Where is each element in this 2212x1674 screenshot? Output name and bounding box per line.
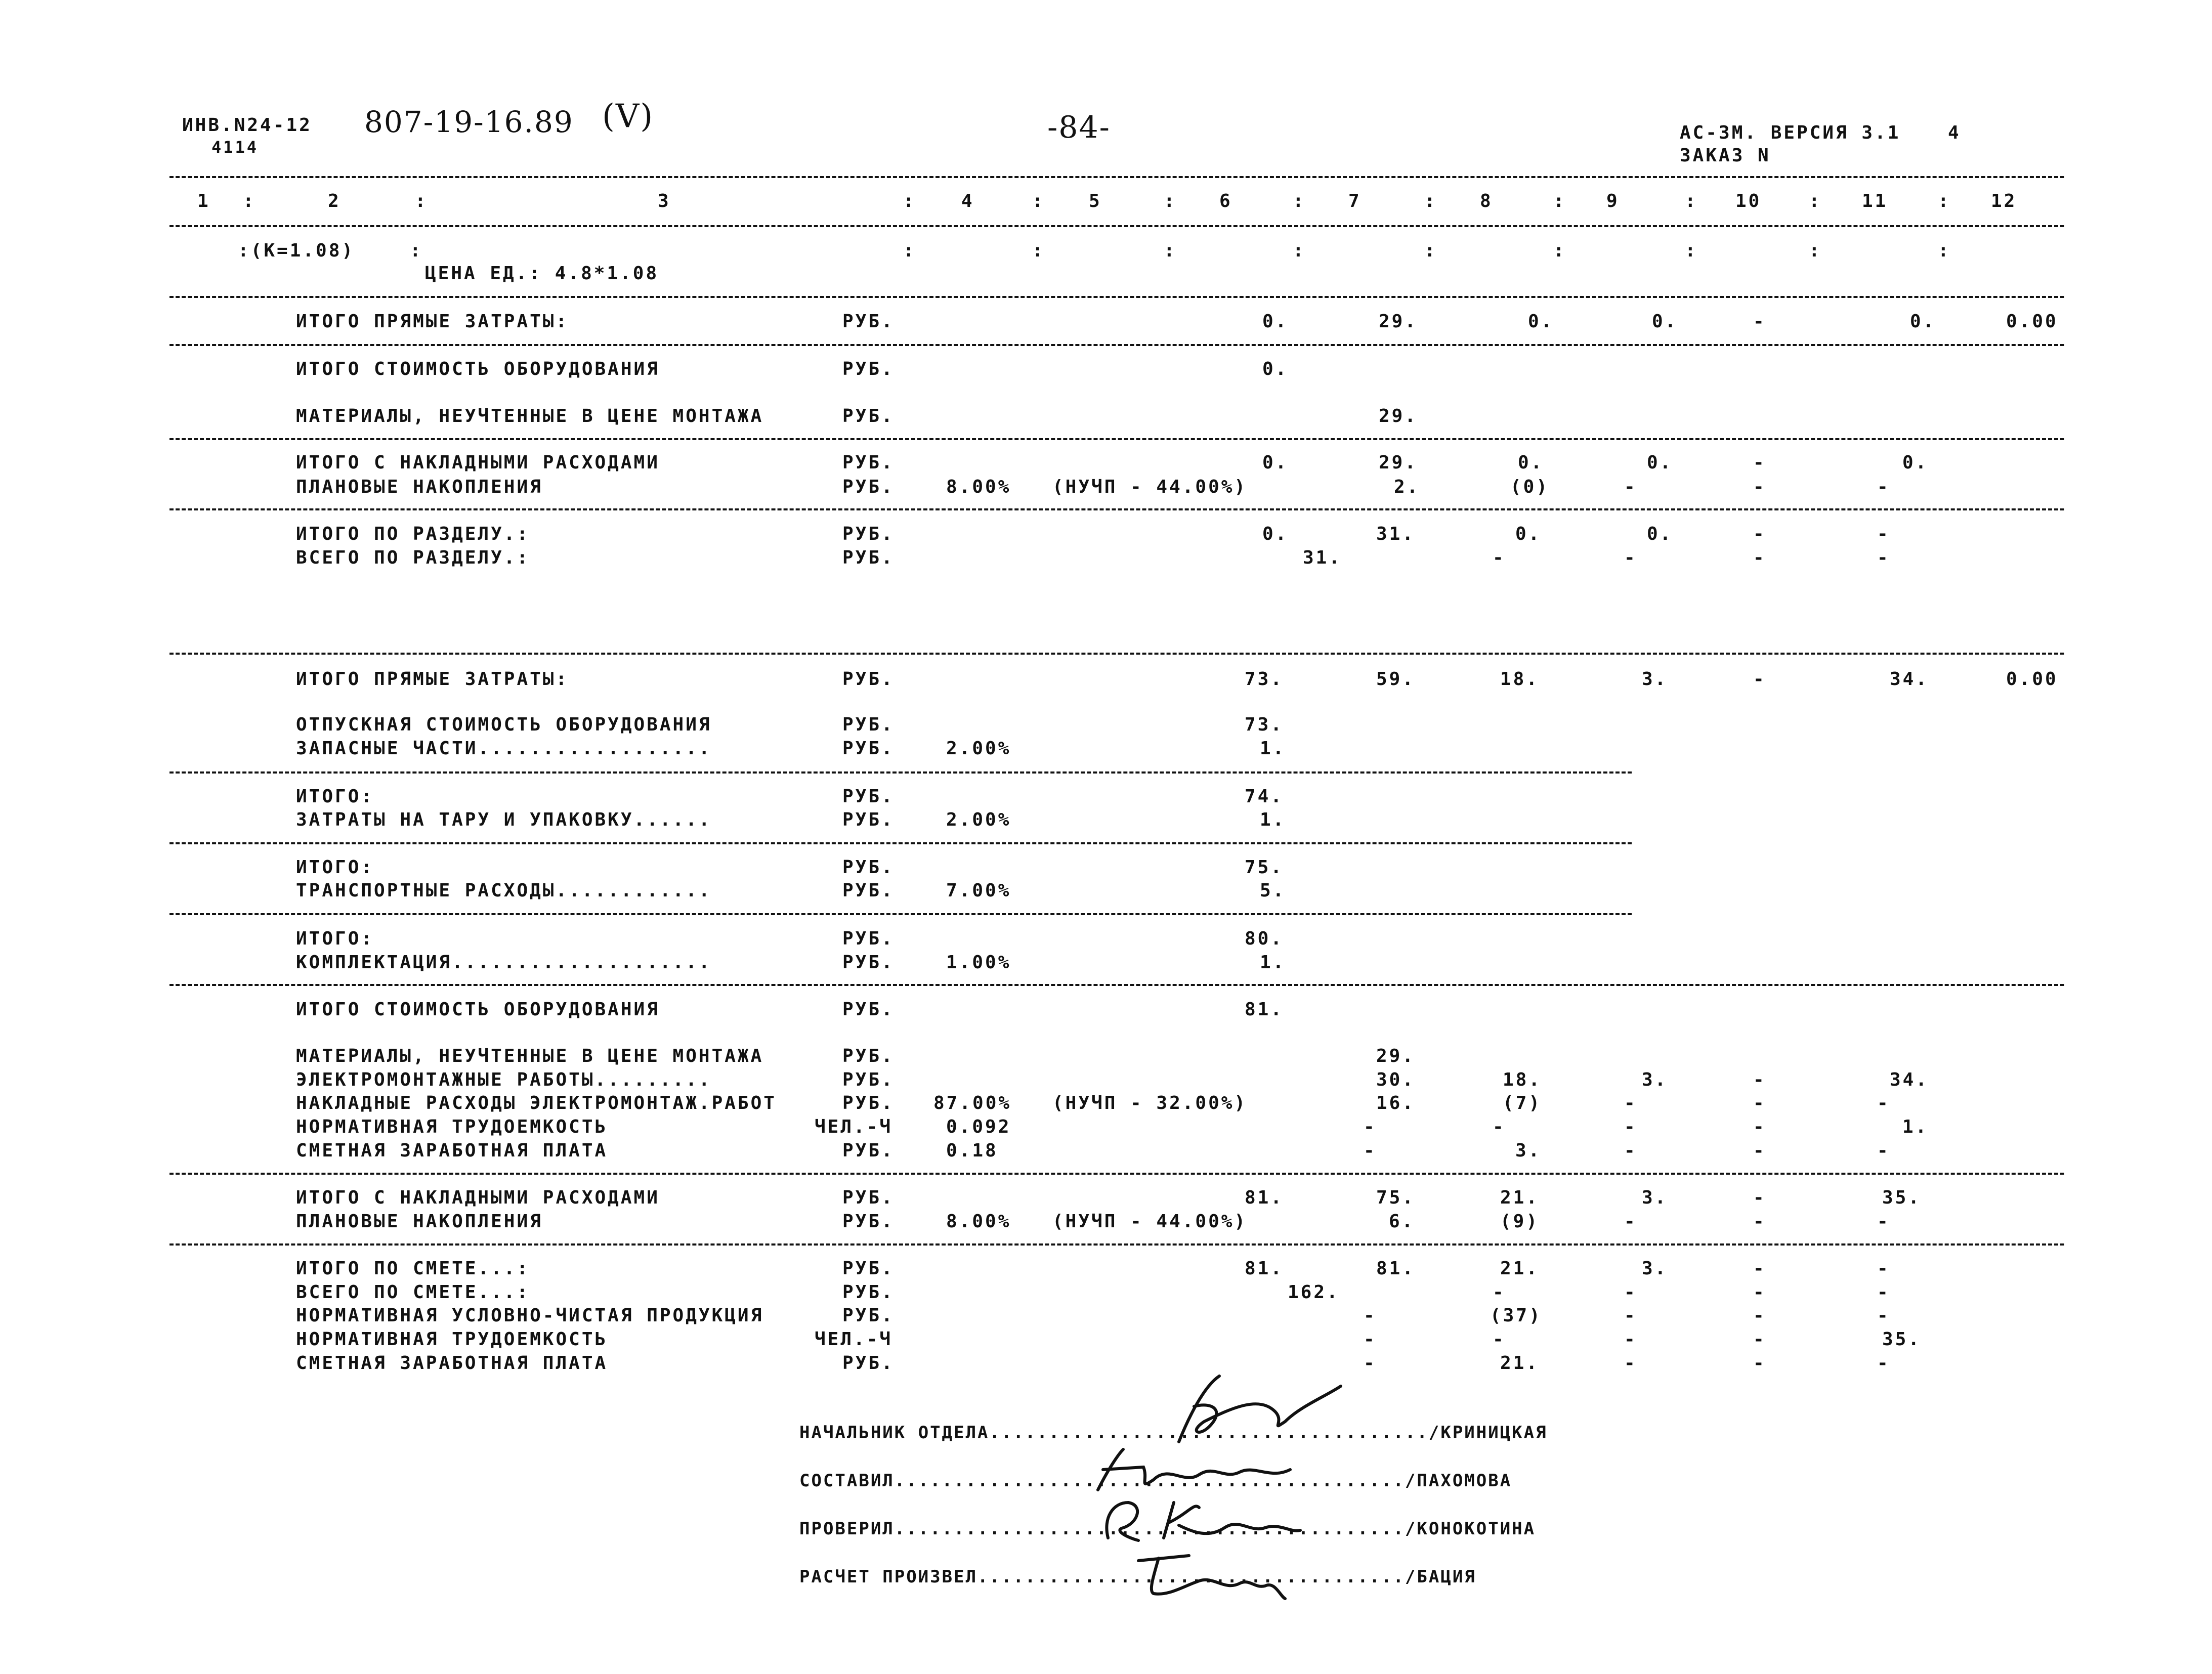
row-label: ТРАНСПОРТНЫЕ РАСХОДЫ............ — [296, 880, 712, 901]
divider — [169, 913, 1632, 915]
row-unit: РУБ. — [842, 1258, 895, 1279]
cell-col7: - — [1364, 1353, 1377, 1373]
cell-col7: 75. — [1376, 1187, 1416, 1208]
cell-col7: - — [1364, 1305, 1377, 1326]
cell-col6: 1. — [1260, 952, 1286, 973]
row-unit: ЧЕЛ.-Ч — [815, 1329, 893, 1350]
row-unit: РУБ. — [842, 311, 895, 332]
column-separator: : — [1553, 191, 1566, 211]
divider — [169, 771, 1632, 774]
row-note: (НУЧП - 44.00%) — [1052, 477, 1248, 497]
cell-col8: - — [1493, 1329, 1506, 1350]
cell-col10: - — [1753, 1069, 1766, 1090]
cell-col8: 3. — [1515, 1140, 1542, 1161]
cell-col6: 0. — [1262, 524, 1289, 544]
cell-col6: 0. — [1262, 359, 1289, 379]
program-version: АС-3М. ВЕРСИЯ 3.1 — [1680, 122, 1901, 143]
cell-col7: 16. — [1376, 1093, 1416, 1113]
row-unit: РУБ. — [842, 406, 895, 426]
cell-col6: 81. — [1245, 999, 1284, 1020]
cell-col10: - — [1753, 477, 1766, 497]
row-label: МАТЕРИАЛЫ, НЕУЧТЕННЫЕ В ЦЕНЕ МОНТАЖА — [296, 1046, 764, 1066]
cell-col12: 0.00 — [2006, 669, 2058, 690]
divider — [169, 1243, 2064, 1246]
row-label: ИТОГО СТОИМОСТЬ ОБОРУДОВАНИЯ — [296, 999, 660, 1020]
cell-col8: 0. — [1515, 524, 1542, 544]
cell-col9: - — [1624, 547, 1637, 568]
divider — [169, 1173, 2064, 1175]
cell-col11: - — [1877, 1140, 1890, 1161]
column-separator: : — [1809, 191, 1822, 211]
inventory-sub-number: 4114 — [211, 138, 259, 157]
cell-col6: 1. — [1260, 738, 1286, 759]
cell-col10: - — [1753, 547, 1766, 568]
cell-col9: - — [1624, 1305, 1637, 1326]
cell-col9: - — [1624, 477, 1637, 497]
cell-col8: 21. — [1500, 1353, 1540, 1373]
column-separator: : — [1032, 240, 1045, 261]
row-label: ИТОГО С НАКЛАДНЫМИ РАСХОДАМИ — [296, 452, 660, 473]
cell-col10: - — [1753, 1353, 1766, 1373]
divider — [169, 344, 2064, 346]
row-unit: РУБ. — [842, 809, 895, 830]
cell-col8: - — [1493, 547, 1506, 568]
row-unit: РУБ. — [842, 928, 895, 949]
column-separator: : — [1685, 191, 1698, 211]
cell-col9: - — [1624, 1117, 1637, 1137]
cell-col7: 59. — [1376, 669, 1416, 690]
row-label: МАТЕРИАЛЫ, НЕУЧТЕННЫЕ В ЦЕНЕ МОНТАЖА — [296, 406, 764, 426]
row-label: НОРМАТИВНАЯ ТРУДОЕМКОСТЬ — [296, 1329, 608, 1350]
cell-col10: - — [1753, 1211, 1766, 1232]
cell-col10: - — [1753, 1140, 1766, 1161]
cell-col6: 0. — [1262, 452, 1289, 473]
cell-col9: - — [1624, 1093, 1637, 1113]
row-unit: РУБ. — [842, 547, 895, 568]
cell-col8: 0. — [1518, 452, 1544, 473]
cell-col8: 0. — [1528, 311, 1554, 332]
cell-col11: - — [1877, 1093, 1890, 1113]
column-number: 11 — [1862, 191, 1888, 211]
handwritten-signature — [1128, 1546, 1310, 1601]
cell-col9: - — [1624, 1282, 1637, 1303]
cell-col11: 0. — [1910, 311, 1936, 332]
column-separator: : — [1164, 191, 1177, 211]
cell-col8: 21. — [1500, 1187, 1540, 1208]
cell-grand-total: 31. — [1303, 547, 1342, 568]
cell-col7: 31. — [1376, 524, 1416, 544]
cell-col10: - — [1753, 311, 1766, 332]
cell-col11: - — [1877, 1211, 1890, 1232]
row-percent: 87.00% — [933, 1093, 1012, 1113]
column-number: 1 — [197, 191, 210, 211]
divider — [169, 296, 2064, 298]
column-separator: : — [1032, 191, 1045, 211]
cell-col6: 5. — [1260, 880, 1286, 901]
divider — [169, 176, 2064, 178]
order-number: ЗАКАЗ N — [1680, 145, 1771, 166]
cell-col11: - — [1877, 547, 1890, 568]
cell-col9: 3. — [1642, 669, 1668, 690]
cell-col10: - — [1753, 1329, 1766, 1350]
signature-line-head-of-department: НАЧАЛЬНИК ОТДЕЛА...................................../КРИНИЦКАЯ — [799, 1423, 1548, 1443]
row-label: ЗАТРАТЫ НА ТАРУ И УПАКОВКУ...... — [296, 809, 712, 830]
row-percent: 8.00% — [946, 1211, 1011, 1232]
signature-line-checked-by: ПРОВЕРИЛ.........................................../КОНОКОТИНА — [799, 1519, 1536, 1539]
column-separator: : — [1293, 191, 1306, 211]
cell-col11: - — [1877, 1282, 1890, 1303]
row-label: ИТОГО ПРЯМЫЕ ЗАТРАТЫ: — [296, 669, 569, 690]
cell-col10: - — [1753, 1093, 1766, 1113]
cell-col6: 80. — [1245, 928, 1284, 949]
row-percent: 2.00% — [946, 809, 1011, 830]
handwritten-mark: (V) — [602, 98, 654, 135]
row-unit: РУБ. — [842, 1140, 895, 1161]
column-number: 10 — [1735, 191, 1762, 211]
cell-col10: - — [1753, 1187, 1766, 1208]
cell-col7: - — [1364, 1329, 1377, 1350]
row-label: ИТОГО: — [296, 928, 374, 949]
row-unit: РУБ. — [842, 1046, 895, 1066]
row-note: (НУЧП - 44.00%) — [1052, 1211, 1248, 1232]
cell-col9: 0. — [1647, 452, 1673, 473]
cell-col10: - — [1753, 1305, 1766, 1326]
cell-col10: - — [1753, 1282, 1766, 1303]
cell-col7: 2. — [1394, 477, 1420, 497]
row-unit: РУБ. — [842, 738, 895, 759]
cell-col6: 73. — [1245, 714, 1284, 735]
row-unit: РУБ. — [842, 786, 895, 807]
row-label: ИТОГО ПО РАЗДЕЛУ.: — [296, 524, 530, 544]
row-unit: РУБ. — [842, 1093, 895, 1113]
row-unit: РУБ. — [842, 1211, 895, 1232]
column-number: 6 — [1219, 191, 1232, 211]
row-unit: РУБ. — [842, 669, 895, 690]
cell-col11: 1. — [1902, 1117, 1929, 1137]
cell-col12: 0.00 — [2006, 311, 2058, 332]
row-unit: РУБ. — [842, 857, 895, 878]
row-label: ОТПУСКНАЯ СТОИМОСТЬ ОБОРУДОВАНИЯ — [296, 714, 712, 735]
row-unit: ЧЕЛ.-Ч — [815, 1117, 893, 1137]
handwritten-signature — [1093, 1492, 1305, 1548]
cell-col8: 21. — [1500, 1258, 1540, 1279]
cell-col7: - — [1364, 1117, 1377, 1137]
row-unit: РУБ. — [842, 452, 895, 473]
divider — [169, 984, 2064, 986]
column-separator: : — [903, 191, 916, 211]
cell-col11: 35. — [1882, 1187, 1922, 1208]
inventory-number: ИНВ.N24-12 — [182, 115, 312, 136]
row-unit: РУБ. — [842, 714, 895, 735]
row-unit: РУБ. — [842, 1187, 895, 1208]
row-label: ВСЕГО ПО РАЗДЕЛУ.: — [296, 547, 530, 568]
row-label: ИТОГО: — [296, 786, 374, 807]
row-unit: РУБ. — [842, 999, 895, 1020]
cell-col11: 0. — [1902, 452, 1929, 473]
cell-col11: 34. — [1890, 669, 1929, 690]
cell-col8: - — [1493, 1117, 1506, 1137]
signature-line-calculated-by: РАСЧЕТ ПРОИЗВЕЛ..................................../БАЦИЯ — [799, 1567, 1476, 1587]
column-number: 7 — [1348, 191, 1362, 211]
cell-col9: - — [1624, 1353, 1637, 1373]
divider — [169, 842, 1632, 844]
cell-col7: 6. — [1389, 1211, 1415, 1232]
row-label: ПЛАНОВЫЕ НАКОПЛЕНИЯ — [296, 477, 543, 497]
row-label: СМЕТНАЯ ЗАРАБОТНАЯ ПЛАТА — [296, 1140, 608, 1161]
cell-col9: 3. — [1642, 1258, 1668, 1279]
divider — [169, 438, 2064, 440]
cell-grand-total: 162. — [1288, 1282, 1340, 1303]
row-unit: РУБ. — [842, 880, 895, 901]
row-percent: 0.092 — [946, 1117, 1011, 1137]
cell-col11: - — [1877, 477, 1890, 497]
column-number: 8 — [1480, 191, 1493, 211]
cell-col9: 3. — [1642, 1187, 1668, 1208]
row-unit: РУБ. — [842, 1069, 895, 1090]
column-number: 3 — [658, 191, 671, 211]
page-number: -84- — [1047, 110, 1111, 145]
column-number: 5 — [1089, 191, 1102, 211]
row-unit: РУБ. — [842, 359, 895, 379]
row-label: ВСЕГО ПО СМЕТЕ...: — [296, 1282, 530, 1303]
column-separator: : — [1553, 240, 1566, 261]
coefficient: :(K=1.08) — [238, 240, 355, 261]
cell-col10: - — [1753, 669, 1766, 690]
row-label: НАКЛАДНЫЕ РАСХОДЫ ЭЛЕКТРОМОНТАЖ.РАБОТ — [296, 1093, 777, 1113]
row-percent: 7.00% — [946, 880, 1011, 901]
cell-col9: - — [1624, 1329, 1637, 1350]
column-separator: : — [903, 240, 916, 261]
column-separator: : — [1938, 240, 1951, 261]
cell-col8: (0) — [1510, 477, 1550, 497]
column-separator: : — [1809, 240, 1822, 261]
row-unit: РУБ. — [842, 1282, 895, 1303]
divider — [169, 225, 2064, 227]
column-separator: : — [1424, 240, 1437, 261]
cell-col6: 74. — [1245, 786, 1284, 807]
divider — [169, 653, 2064, 655]
row-label: ИТОГО ПРЯМЫЕ ЗАТРАТЫ: — [296, 311, 569, 332]
column-separator: : — [415, 191, 428, 211]
cell-col7: 30. — [1376, 1069, 1416, 1090]
cell-col6: 75. — [1245, 857, 1284, 878]
cell-col9: 0. — [1647, 524, 1673, 544]
cell-col11: 34. — [1890, 1069, 1929, 1090]
row-unit: РУБ. — [842, 524, 895, 544]
row-label: ИТОГО ПО СМЕТЕ...: — [296, 1258, 530, 1279]
program-version-suffix: 4 — [1948, 122, 1961, 143]
column-separator: : — [410, 240, 423, 261]
row-label: ИТОГО СТОИМОСТЬ ОБОРУДОВАНИЯ — [296, 359, 660, 379]
handwritten-signature — [1088, 1444, 1300, 1500]
row-percent: 8.00% — [946, 477, 1011, 497]
column-separator: : — [1424, 191, 1437, 211]
row-percent: 0.18 — [946, 1140, 998, 1161]
cell-col10: - — [1753, 1117, 1766, 1137]
row-unit: РУБ. — [842, 1353, 895, 1373]
cell-col9: 0. — [1652, 311, 1678, 332]
cell-col10: - — [1753, 524, 1766, 544]
cell-col9: 3. — [1642, 1069, 1668, 1090]
row-label: СМЕТНАЯ ЗАРАБОТНАЯ ПЛАТА — [296, 1353, 608, 1373]
handwritten-project-code: 807-19-16.89 — [364, 105, 574, 139]
column-separator: : — [1938, 191, 1951, 211]
cell-col7: 81. — [1376, 1258, 1416, 1279]
cell-col8: - — [1493, 1282, 1506, 1303]
cell-col11: - — [1877, 524, 1890, 544]
cell-col10: - — [1753, 452, 1766, 473]
cell-col7: 29. — [1379, 406, 1418, 426]
row-label: ИТОГО: — [296, 857, 374, 878]
row-percent: 2.00% — [946, 738, 1011, 759]
cell-col7: 29. — [1376, 1046, 1416, 1066]
row-label: ИТОГО С НАКЛАДНЫМИ РАСХОДАМИ — [296, 1187, 660, 1208]
cell-col11: - — [1877, 1353, 1890, 1373]
row-label: ЭЛЕКТРОМОНТАЖНЫЕ РАБОТЫ......... — [296, 1069, 712, 1090]
row-label: ЗАПАСНЫЕ ЧАСТИ.................. — [296, 738, 712, 759]
row-note: (НУЧП - 32.00%) — [1052, 1093, 1248, 1113]
cell-col8: 18. — [1503, 1069, 1542, 1090]
cell-col6: 81. — [1245, 1258, 1284, 1279]
row-label: НОРМАТИВНАЯ ТРУДОЕМКОСТЬ — [296, 1117, 608, 1137]
cell-col10: - — [1753, 1258, 1766, 1279]
cell-col8: (37) — [1490, 1305, 1542, 1326]
cell-col6: 1. — [1260, 809, 1286, 830]
signature-line-compiled-by: СОСТАВИЛ.........................................../ПАХОМОВА — [799, 1471, 1512, 1491]
cell-col11: 35. — [1882, 1329, 1922, 1350]
cell-col8: (7) — [1503, 1093, 1542, 1113]
column-number: 12 — [1991, 191, 2017, 211]
row-unit: РУБ. — [842, 477, 895, 497]
handwritten-signature — [1159, 1366, 1351, 1452]
cell-col7: - — [1364, 1140, 1377, 1161]
cell-col7: 29. — [1379, 452, 1418, 473]
cell-col6: 0. — [1262, 311, 1289, 332]
row-label: НОРМАТИВНАЯ УСЛОВНО-ЧИСТАЯ ПРОДУКЦИЯ — [296, 1305, 764, 1326]
column-separator: : — [1164, 240, 1177, 261]
cell-col6: 81. — [1245, 1187, 1284, 1208]
row-label: ПЛАНОВЫЕ НАКОПЛЕНИЯ — [296, 1211, 543, 1232]
row-label: КОМПЛЕКТАЦИЯ.................... — [296, 952, 712, 973]
column-number: 9 — [1606, 191, 1620, 211]
divider — [169, 508, 2064, 510]
column-separator: : — [1293, 240, 1306, 261]
cell-col11: - — [1877, 1305, 1890, 1326]
column-separator: : — [243, 191, 256, 211]
row-percent: 1.00% — [946, 952, 1011, 973]
cell-col11: - — [1877, 1258, 1890, 1279]
cell-col8: (9) — [1500, 1211, 1540, 1232]
unit-price: ЦЕНА ЕД.: 4.8*1.08 — [425, 263, 659, 284]
column-number: 4 — [961, 191, 974, 211]
row-unit: РУБ. — [842, 1305, 895, 1326]
column-number: 2 — [328, 191, 341, 211]
cell-col9: - — [1624, 1211, 1637, 1232]
row-unit: РУБ. — [842, 952, 895, 973]
column-separator: : — [1685, 240, 1698, 261]
cell-col8: 18. — [1500, 669, 1540, 690]
cell-col7: 29. — [1379, 311, 1418, 332]
cell-col9: - — [1624, 1140, 1637, 1161]
cell-col6: 73. — [1245, 669, 1284, 690]
